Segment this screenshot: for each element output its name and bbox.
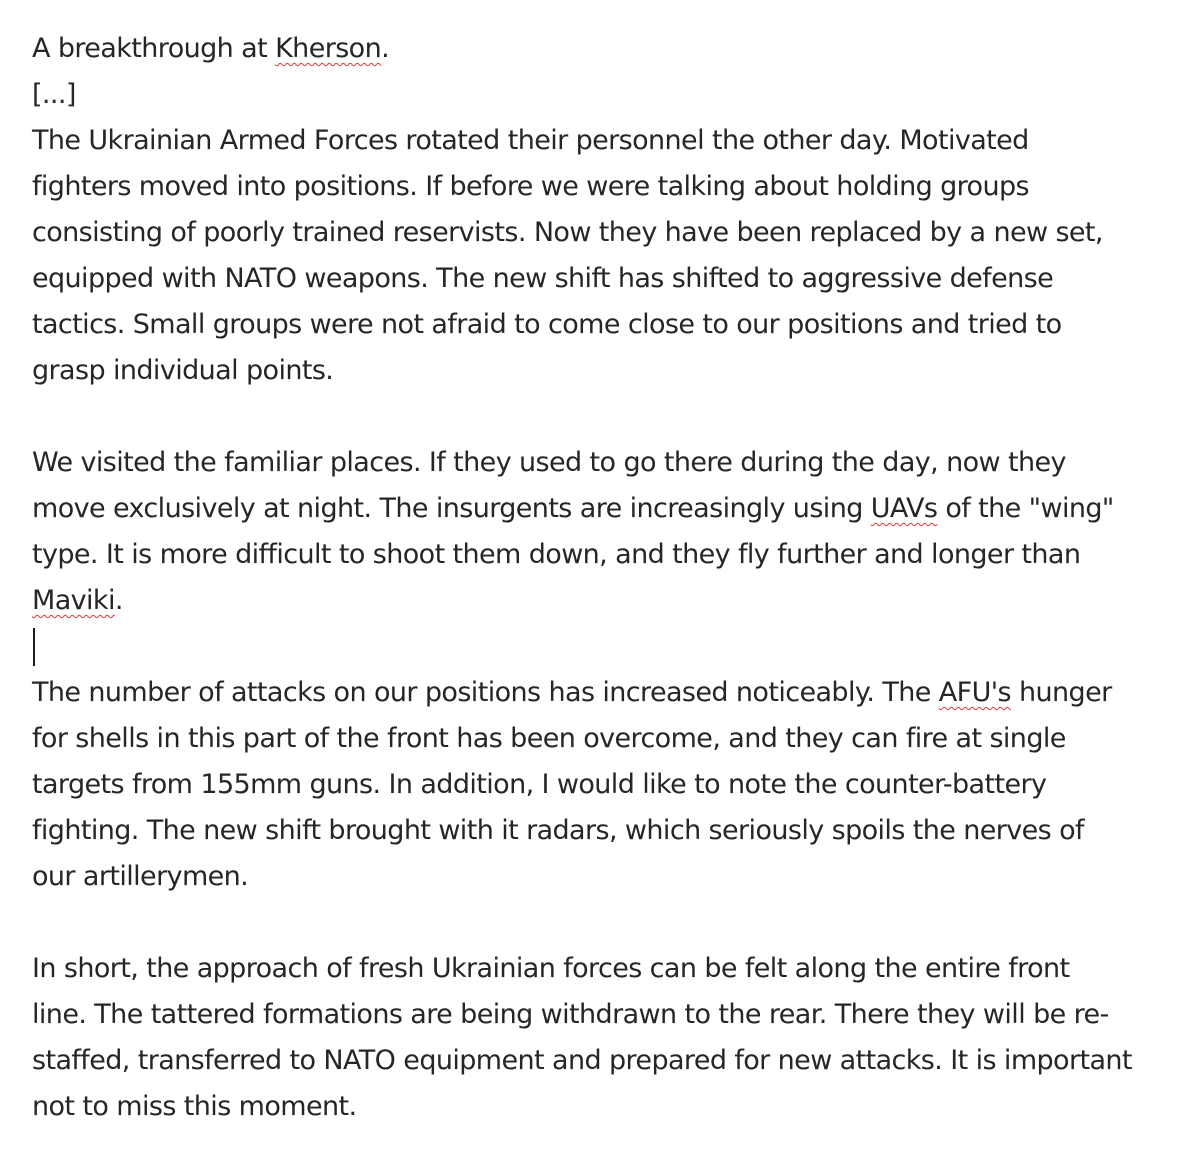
paragraph-line: In short, the approach of fresh Ukrainian forces can be felt along the entire front [32, 953, 1070, 984]
paragraph-4 [32, 946, 1192, 1130]
paragraph-line: We visited the familiar places. If they used to go there during the day, now they [32, 447, 1066, 478]
paragraph-line [32, 578, 1192, 624]
paragraph-line: line. The tattered formations are being withdrawn to the rear. There they will be re- [32, 999, 1109, 1030]
paragraph-line: fighters moved into positions. If before we were talking about holding groups [32, 171, 1029, 202]
text-cursor [33, 628, 35, 666]
misspelled-word-afus[interactable]: AFU's [938, 677, 1012, 708]
paragraph-line: tactics. Small groups were not afraid to come close to our positions and tried to [32, 309, 1062, 340]
title-line [32, 26, 1192, 72]
text-run: hunger [1011, 677, 1112, 708]
text-run: The number of attacks on our positions has increased noticeably. The [32, 677, 939, 708]
empty-line [32, 900, 1192, 946]
paragraph-line [32, 486, 1192, 532]
paragraph-line: for shells in this part of the front has been overcome, and they can fire at single [32, 723, 1066, 754]
misspelled-word-maviki[interactable]: Maviki [32, 585, 115, 616]
paragraph-line: not to miss this moment. [32, 1091, 357, 1122]
caret-empty-line[interactable] [32, 624, 1192, 670]
misspelled-word-kherson[interactable]: Kherson [275, 33, 382, 64]
title-text: A breakthrough at [32, 33, 276, 64]
paragraph-line: our artillerymen. [32, 861, 249, 892]
paragraph-line [32, 670, 1192, 716]
paragraph-line: grasp individual points. [32, 355, 334, 386]
paragraph-2 [32, 440, 1192, 624]
text-run: . [114, 585, 123, 616]
paragraph-line: consisting of poorly trained reservists. Now they have been replaced by a new set, [32, 217, 1103, 248]
misspelled-word-uavs[interactable]: UAVs [870, 493, 938, 524]
document-text-area[interactable] [32, 26, 1192, 1130]
paragraph-1 [32, 118, 1192, 394]
text-run: of the "wing" [937, 493, 1114, 524]
ellipsis-line: [...] [32, 79, 76, 110]
paragraph-3 [32, 670, 1192, 900]
paragraph-line: targets from 155mm guns. In addition, I would like to note the counter-battery [32, 769, 1047, 800]
paragraph-line: staffed, transferred to NATO equipment and prepared for new attacks. It is important [32, 1045, 1132, 1076]
empty-line [32, 394, 1192, 440]
text-run: move exclusively at night. The insurgents are increasingly using [32, 493, 871, 524]
paragraph-line: fighting. The new shift brought with it radars, which seriously spoils the nerves of [32, 815, 1084, 846]
paragraph-line: type. It is more difficult to shoot them down, and they fly further and longer than [32, 539, 1081, 570]
paragraph-line: equipped with NATO weapons. The new shift has shifted to aggressive defense [32, 263, 1054, 294]
paragraph-line: The Ukrainian Armed Forces rotated their personnel the other day. Motivated [32, 125, 1029, 156]
title-period: . [381, 33, 390, 64]
